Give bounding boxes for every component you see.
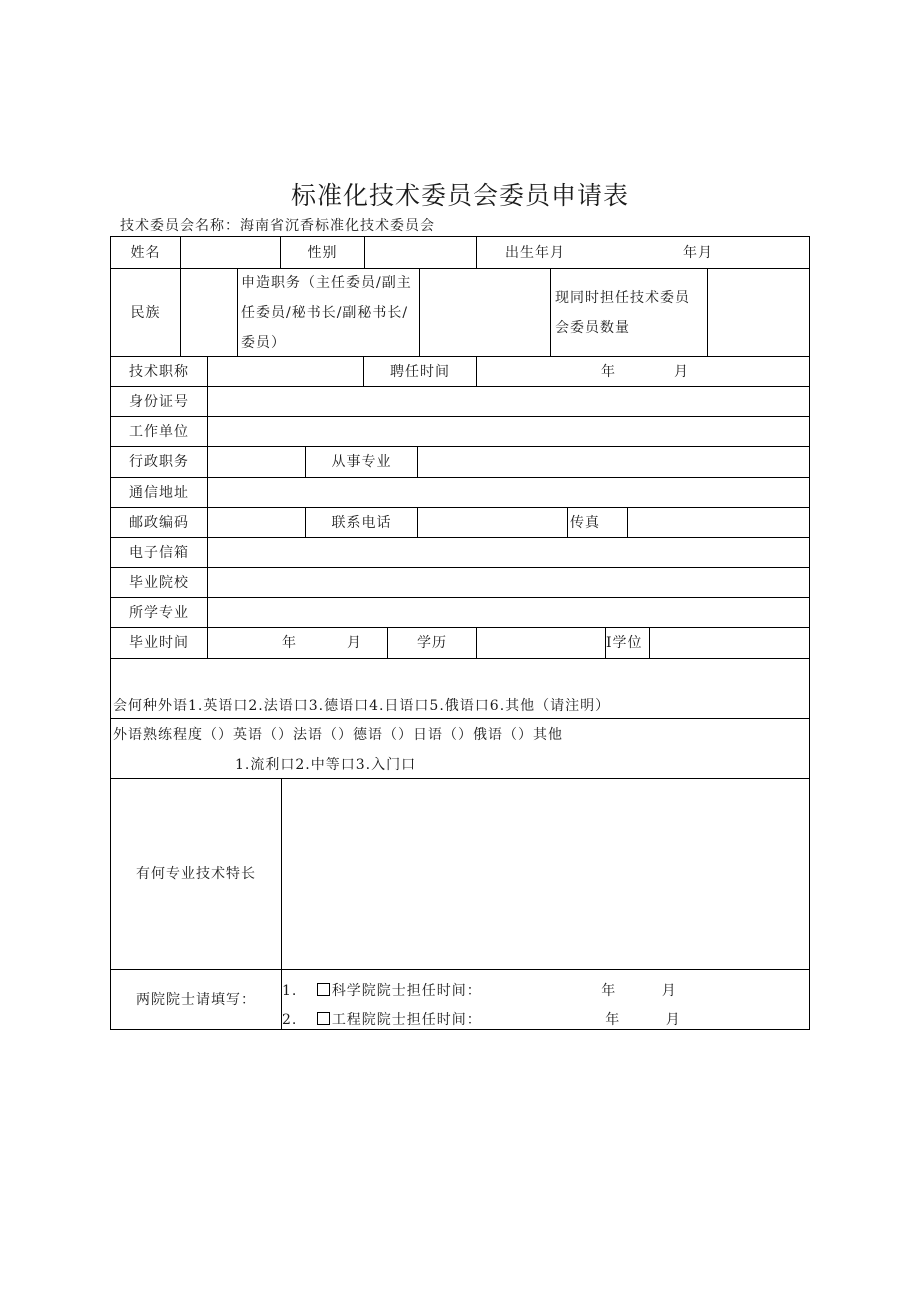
degree-field[interactable] (650, 628, 810, 659)
form-title: 标准化技术委员会委员申请表 (290, 181, 629, 210)
proficiency-line2: 1.流利口2.中等口3.入门口 (235, 757, 417, 773)
concurrent-field[interactable] (708, 269, 810, 357)
tech-title-field[interactable] (208, 357, 364, 387)
hire-time-field[interactable] (477, 357, 810, 387)
education-field[interactable] (477, 628, 606, 659)
postcode-label: 邮政编码 (111, 508, 208, 538)
name-label: 姓名 (111, 237, 181, 269)
ethnic-label: 民族 (111, 269, 181, 357)
academy-engineering-year: 年 (605, 1012, 621, 1028)
id-field[interactable] (208, 387, 810, 417)
academy-engineering-row[interactable] (282, 1012, 681, 1028)
birth-label: 出生年月 (505, 244, 565, 261)
item1-number: 1. (282, 983, 298, 999)
grad-time-label: 毕业时间 (111, 628, 208, 659)
hire-month: 月 (674, 363, 689, 380)
grad-month: 月 (347, 635, 362, 651)
gender-label: 性别 (281, 237, 365, 269)
school-field[interactable] (208, 568, 810, 598)
specialty-field[interactable] (282, 779, 810, 970)
email-field[interactable] (208, 538, 810, 568)
school-label: 毕业院校 (111, 568, 208, 598)
hire-time-label: 聘任时间 (364, 357, 477, 387)
degree-label: I学位 (606, 628, 650, 659)
languages-row[interactable] (111, 659, 810, 719)
fax-field[interactable] (628, 508, 810, 538)
phone-field[interactable] (418, 508, 568, 538)
proficiency-row[interactable] (111, 719, 810, 779)
languages-text: 会何种外语1.英语口2.法语口3.德语口4.日语口5.俄语口6.其他（请注明） (113, 698, 611, 714)
admin-post-field[interactable] (208, 447, 306, 478)
education-label: 学历 (388, 628, 477, 659)
major-work-label: 从事专业 (306, 447, 418, 478)
address-field[interactable] (208, 478, 810, 508)
major-field[interactable] (208, 598, 810, 628)
application-form-table (110, 236, 810, 1030)
tech-title-label: 技术职称 (111, 357, 208, 387)
position-label: 申造职务（主任委员/副主任委员/秘书长/副秘书长/委员） (238, 269, 420, 357)
phone-label: 联系电话 (306, 508, 418, 538)
grad-year: 年 (282, 635, 297, 651)
fax-label: 传真 (568, 508, 628, 538)
admin-post-label: 行政职务 (111, 447, 208, 478)
academy-sciences-month: 月 (661, 983, 677, 999)
postcode-field[interactable] (208, 508, 306, 538)
hire-year: 年 (601, 363, 616, 380)
grad-time-field[interactable] (208, 628, 388, 659)
academician-label: 两院院士请填写： (111, 970, 282, 1030)
work-unit-label: 工作单位 (111, 417, 208, 447)
name-field[interactable] (181, 237, 281, 269)
birth-year-month: 年月 (683, 244, 713, 261)
committee-value: 海南省沉香标准化技术委员会 (240, 218, 435, 234)
committee-name-line (120, 215, 435, 235)
academy-sciences-year: 年 (601, 983, 617, 999)
address-label: 通信地址 (111, 478, 208, 508)
committee-label: 技术委员会名称： (120, 218, 240, 234)
item2-number: 2. (282, 1012, 298, 1028)
major-work-field[interactable] (418, 447, 810, 478)
academy-sciences-label: 科学院院士担任时间： (331, 983, 482, 999)
checkbox-icon[interactable] (317, 983, 330, 996)
email-label: 电子信箱 (111, 538, 208, 568)
proficiency-line1: 外语熟练程度（）英语（）法语（）德语（）日语（）俄语（）其他 (113, 727, 563, 743)
major-label: 所学专业 (111, 598, 208, 628)
birth-field[interactable] (477, 237, 810, 269)
concurrent-label: 现同时担任技术委员会委员数量 (551, 269, 708, 357)
specialty-label: 有何专业技术特长 (111, 779, 282, 970)
academician-field (282, 970, 810, 1030)
gender-field[interactable] (365, 237, 477, 269)
academy-sciences-row[interactable] (282, 983, 677, 999)
id-label: 身份证号 (111, 387, 208, 417)
academy-engineering-month: 月 (665, 1012, 681, 1028)
work-unit-field[interactable] (208, 417, 810, 447)
checkbox-icon[interactable] (317, 1012, 330, 1025)
academy-engineering-label: 工程院院士担任时间： (331, 1012, 482, 1028)
ethnic-field[interactable] (181, 269, 238, 357)
position-field[interactable] (420, 269, 551, 357)
